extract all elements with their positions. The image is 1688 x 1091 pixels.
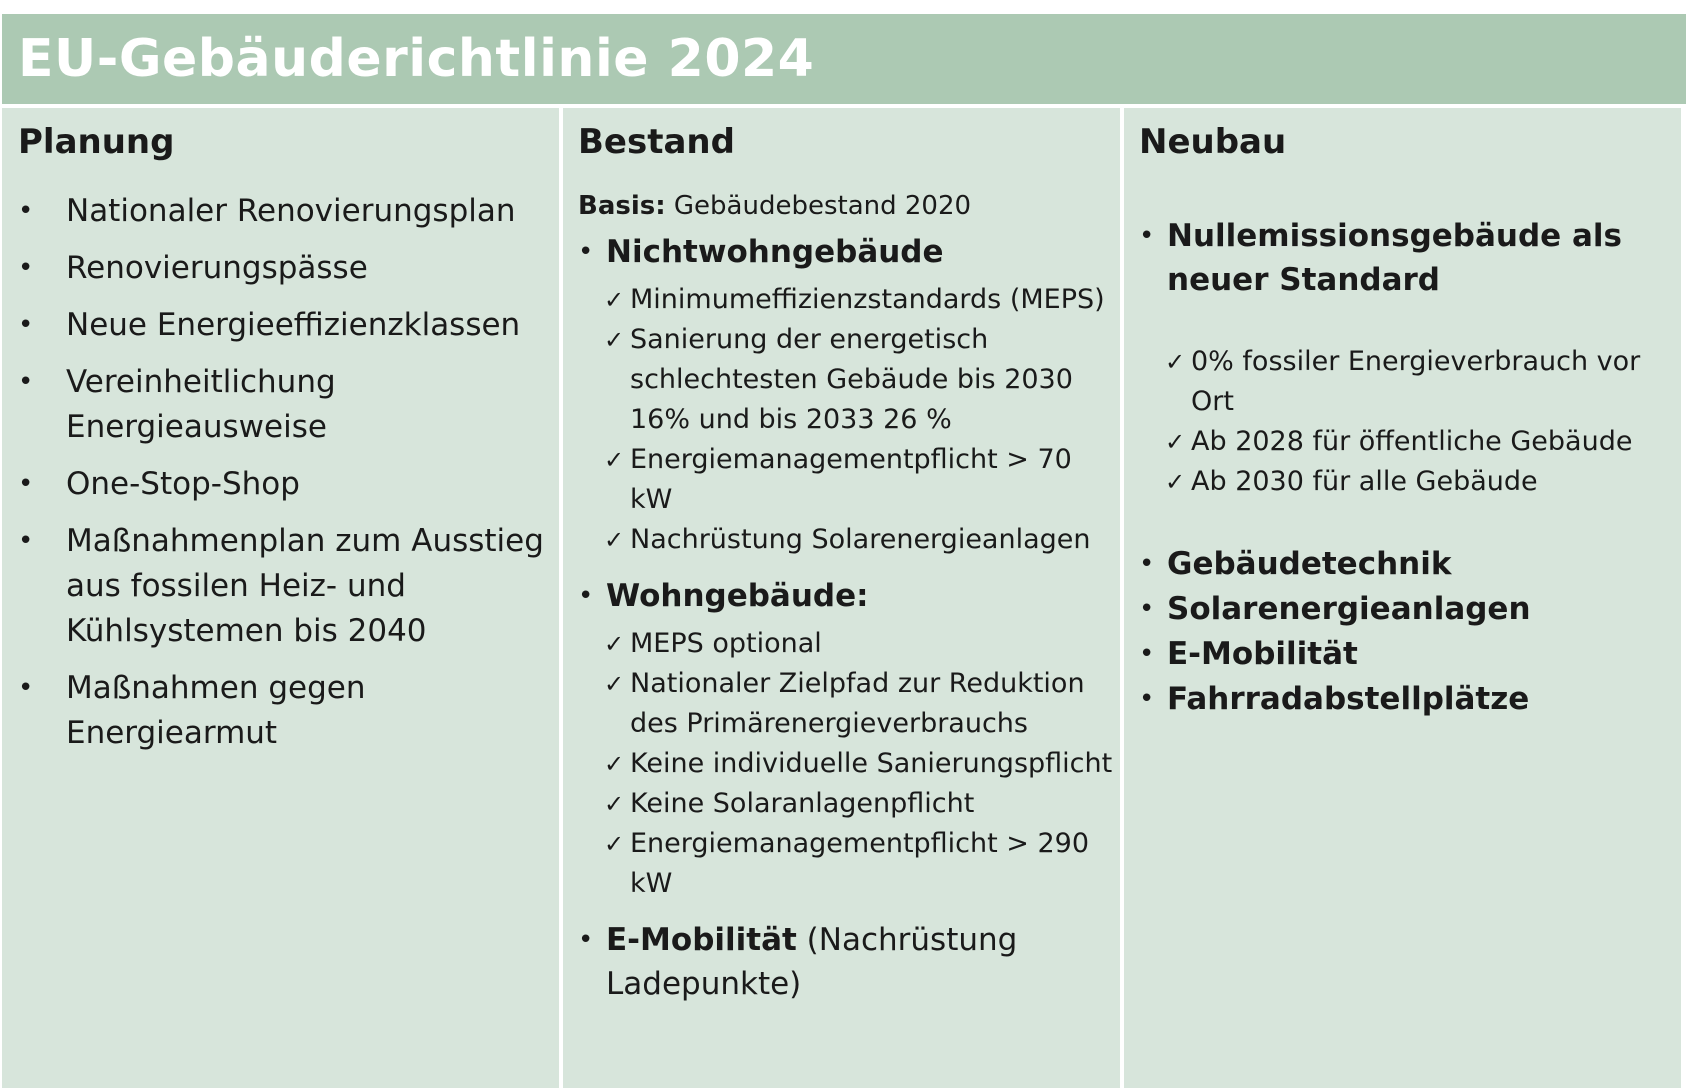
bullet-icon: • bbox=[18, 310, 34, 340]
wohn-heading: • Wohngebäude: bbox=[578, 574, 1120, 618]
bullet-icon: • bbox=[1139, 639, 1155, 669]
bullet-icon: • bbox=[18, 253, 34, 283]
check-icon: ✓ bbox=[604, 526, 625, 554]
column-planung bbox=[2, 108, 559, 1088]
list-item: • Maßnahmen gegen Energiearmut bbox=[18, 666, 559, 756]
bullet-icon: • bbox=[578, 581, 594, 611]
bullet-icon: • bbox=[578, 925, 594, 955]
page-title: EU-Gebäuderichtlinie 2024 bbox=[18, 29, 815, 89]
planung-list bbox=[18, 189, 559, 756]
check-item: ✓ Keine Solaranlagenpflicht bbox=[578, 784, 1120, 824]
check-item: ✓ Energiemanagementpflicht > 290 kW bbox=[578, 824, 1120, 904]
nichtwohn-heading: • Nichtwohngebäude bbox=[578, 230, 1120, 274]
bullet-icon: • bbox=[1139, 684, 1155, 714]
bullet-icon: • bbox=[18, 673, 34, 703]
basis-value: Gebäudebestand 2020 bbox=[673, 191, 972, 221]
check-icon: ✓ bbox=[604, 286, 625, 314]
column-heading-bestand: Bestand bbox=[578, 122, 735, 162]
bullet-icon: • bbox=[18, 526, 34, 556]
check-item: ✓ Energiemanagementpflicht > 70 kW bbox=[578, 440, 1120, 520]
bullet-icon: • bbox=[18, 196, 34, 226]
title-bar bbox=[2, 14, 1686, 104]
check-item: ✓ Nationaler Zielpfad zur Reduktion des Primärenergieverbrauchs bbox=[578, 664, 1120, 744]
check-icon: ✓ bbox=[1165, 468, 1186, 496]
list-item: • Maßnahmenplan zum Ausstieg aus fossilen Heiz- und Kühlsystemen bis 2040 bbox=[18, 519, 559, 654]
check-item: ✓ Ab 2028 für öffentliche Gebäude bbox=[1139, 422, 1681, 462]
bullet-icon: • bbox=[18, 469, 34, 499]
column-heading-neubau: Neubau bbox=[1139, 122, 1287, 162]
column-heading-planung: Planung bbox=[18, 122, 175, 162]
list-item: • Nationaler Renovierungsplan bbox=[18, 189, 559, 234]
list-item: • Solarenergieanlagen bbox=[1139, 587, 1681, 632]
basis-label: Basis: bbox=[578, 191, 666, 221]
wohn-list bbox=[578, 624, 1120, 904]
check-item: ✓ Nachrüstung Solarenergieanlagen bbox=[578, 520, 1120, 560]
bullet-icon: • bbox=[1139, 594, 1155, 624]
check-item: ✓ MEPS optional bbox=[578, 624, 1120, 664]
bullet-icon: • bbox=[1139, 221, 1155, 251]
emob-item: • E-Mobilität (Nachrüstung Ladepunkte) bbox=[578, 918, 1120, 1006]
bullet-icon: • bbox=[578, 237, 594, 267]
check-icon: ✓ bbox=[604, 630, 625, 658]
neubau-checks bbox=[1139, 342, 1681, 502]
list-item: • One-Stop-Shop bbox=[18, 462, 559, 507]
basis-line bbox=[578, 188, 1120, 224]
list-item: • Vereinheitlichung Energieausweise bbox=[18, 360, 559, 450]
neubau-list bbox=[1139, 542, 1681, 722]
check-icon: ✓ bbox=[1165, 348, 1186, 376]
check-icon: ✓ bbox=[604, 750, 625, 778]
check-item: ✓ Minimumeffizienzstandards (MEPS) bbox=[578, 280, 1120, 320]
check-item: ✓ Ab 2030 für alle Gebäude bbox=[1139, 462, 1681, 502]
check-icon: ✓ bbox=[604, 670, 625, 698]
list-item: • Renovierungspässe bbox=[18, 246, 559, 291]
list-item: • Fahrradabstellplätze bbox=[1139, 677, 1681, 722]
check-icon: ✓ bbox=[604, 790, 625, 818]
list-item: • Gebäudetechnik bbox=[1139, 542, 1681, 587]
neubau-lead: • Nullemissionsgebäude als neuer Standard bbox=[1139, 214, 1681, 302]
check-icon: ✓ bbox=[604, 830, 625, 858]
check-icon: ✓ bbox=[1165, 428, 1186, 456]
check-item: ✓ Keine individuelle Sanierungspflicht bbox=[578, 744, 1120, 784]
bullet-icon: • bbox=[18, 367, 34, 397]
check-item: ✓ 0% fossiler Energieverbrauch vor Ort bbox=[1139, 342, 1681, 422]
check-item: ✓ Sanierung der energetisch schlechtesten Gebäude bis 2030 16% und bis 2033 26 % bbox=[578, 320, 1120, 440]
column-bestand bbox=[563, 108, 1120, 1088]
check-icon: ✓ bbox=[604, 446, 625, 474]
bullet-icon: • bbox=[1139, 549, 1155, 579]
nichtwohn-list bbox=[578, 280, 1120, 560]
list-item: • Neue Energieeffizienzklassen bbox=[18, 303, 559, 348]
column-neubau bbox=[1124, 108, 1681, 1088]
check-icon: ✓ bbox=[604, 326, 625, 354]
list-item: • E-Mobilität bbox=[1139, 632, 1681, 677]
